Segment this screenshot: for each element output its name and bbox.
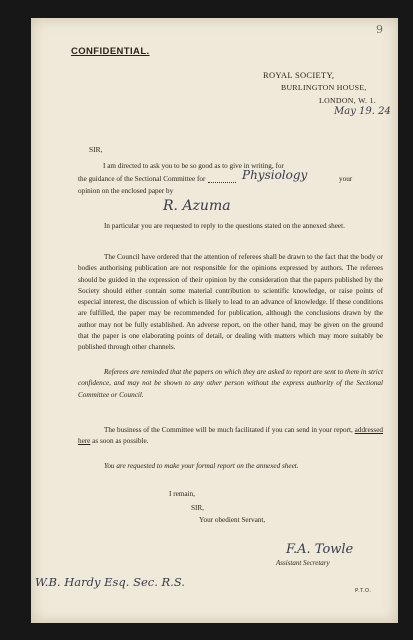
paragraph-3: The Council have ordered that the attention of referees shall be drawn to the fact that the body or bodies authorising publication are not responsible for the opinions expressed by authors. The referees should be guided in the expression of their opinion by the consideration that the papers published by the Society should either contain some material contribution to scientific knowledge, or raise points of especial interest, the discussion of which is likely to lead to an advance of knowledge. If these conditions are fulfilled, the paper may be recommended for publication, although the conclusions drawn by the author may not be fully established. An adverse report, on the other hand, may be given on the ground that the paper is one elaborating points of detail, or dealing with matters which may more suitably be published through other channels.	[78, 253, 383, 352]
address-line-2: BURLINGTON HOUSE,	[281, 83, 367, 92]
paragraph-1-line-3: opinion on the enclosed paper by	[78, 187, 174, 195]
closing-sir: SIR,	[191, 504, 204, 512]
address-line-1: ROYAL SOCIETY,	[263, 70, 335, 80]
pto-note: P.T.O.	[355, 588, 372, 594]
paragraph-5-underlined: addressed here	[78, 426, 384, 446]
handwritten-author: R. Azuma	[163, 198, 231, 214]
paragraph-4-reminder: Referees are reminded that the papers on which they are asked to report are sent to them in strict confidence, and may not be shown to any other person without the express authority of the Sectional Committee or Council.	[78, 368, 383, 399]
handwritten-date: May 19. 24	[334, 106, 391, 117]
dotted-fill-line	[208, 182, 236, 183]
handwritten-addressee: W.B. Hardy Esq. Sec. R.S.	[35, 575, 185, 589]
pencil-page-number: 9	[376, 23, 383, 36]
paragraph-2: In particular you are requested to reply to the questions stated on the annexed sheet.	[104, 222, 345, 230]
paragraph-1-your: your	[339, 175, 353, 183]
signatory-title: Assistant Secretary	[276, 559, 330, 567]
handwritten-committee: Physiology	[242, 168, 308, 182]
closing-remain: I remain,	[169, 490, 195, 498]
paragraph-6-request: You are requested to make your formal report on the annexed sheet.	[104, 462, 299, 470]
salutation: SIR,	[89, 145, 103, 154]
address-line-3: LONDON, W. 1.	[319, 96, 376, 105]
paragraph-1-line-2: the guidance of the Sectional Committee for	[78, 175, 206, 183]
confidential-heading: CONFIDENTIAL.	[71, 46, 150, 57]
letter-page	[31, 18, 398, 623]
paragraph-5-end: as soon as possible.	[92, 437, 149, 446]
paragraph-5-start: The business of the Committee will be much facilitated if you can send in your report,	[104, 426, 353, 434]
closing-servant: Your obedient Servant,	[199, 516, 266, 524]
paragraph-5	[78, 425, 383, 448]
handwritten-signature: F.A. Towle	[286, 542, 354, 557]
paragraph-1-line-1: I am directed to ask you to be so good as to give in writing, for	[103, 162, 284, 170]
